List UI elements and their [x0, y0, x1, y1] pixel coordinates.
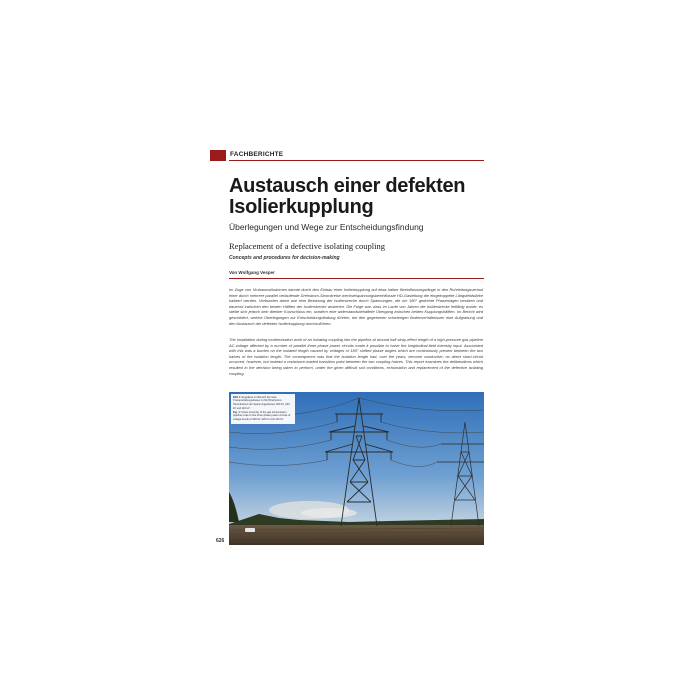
- page-number: 626: [216, 538, 225, 544]
- car: [245, 528, 255, 532]
- caption-label-de: Bild 1:: [233, 395, 241, 399]
- subtitle-english: Concepts and procedures for decision-making: [229, 255, 340, 261]
- subtitle-german: Überlegungen und Wege zur Entscheidungsfindung: [229, 222, 424, 232]
- caption-text-de: Engpässe im Bereich der Gas-Transportleitungstrasse zu fünf Drehstrom-Stromkreisen der Spannungsebenen 400 kV, 220 kV und 110 kV: [233, 395, 290, 410]
- title-english: Replacement of a defective isolating coupling: [229, 241, 386, 251]
- figure-caption: [231, 394, 295, 424]
- title-line-2: Isolierkupplung: [229, 196, 374, 218]
- section-color-block: [210, 150, 226, 161]
- article-title: [229, 176, 489, 218]
- caption-text-en: Close proximity of the gas transmission pipeline route to five three-phase power circuits of voltage levels of 400 kV, 220 kV and 110 kV: [233, 410, 291, 422]
- caption-label-en: Fig. 1:: [233, 410, 241, 414]
- abstract-english: The installation during modernization work of an isolating coupling into the pipeline at around half stray-effect length of a high-pressure gas pipeline AC-voltage affected by a number of parallel three-phase power circuits made it possible to halve the longitudinal-field intensity input. Associated with this was a burden on the isolated length caused by voltages of 180° shifted phase angles which are continuously present between the two halves of the isolation length. The consequence was that the isolation length had, over the years, become conductive; no direct short-circuit occurred, however, but instead a resistance-loaded transition point between the two coupling halves. This report examines the deliberations which resulted in the decision being taken to perform, under the given difficult soil conditions, exhumation and replacement of the defective isolating coupling.: [229, 337, 483, 376]
- haze-cloud-2: [301, 508, 357, 518]
- header-rule: [229, 160, 484, 161]
- section-label: FACHBERICHTE: [230, 151, 284, 158]
- author-line: Von Wolfgang Vesper: [229, 270, 275, 275]
- author-rule: [229, 278, 484, 279]
- abstract-german: Im Zuge von Umbaumaßnahmen kannte durch den Einbau einer Isolierkupplung auf etwa halber Beeinflussungslänge in den Rohrleitungsverlauf einer durch mehrere parallel verlaufende Drehstrom-Stromkreise wechselspannungsbeeinflusste HD-Gasleitung die eingekoppelte Längsfeldstärke halbiert werden. Verbunden damit war eine Belastung der Isolierstrecke durch Spannungen, die um 180° gedrehte Phasenlagen besitzen und dauernd zwischen den beiden Hälften der Isolierstrecke anstehen. Die Folge war, dass im Laufe von Jahren die Isolierstrecke leitfähig wurde; es stellte sich jedoch kein direkter Kurzschluss ein, sondern eine widerstandsbehaftete Übergang zwischen beiden Kupplungshälften. Im Bericht wird geschildert, welche Überlegungen zur Entscheidungsfindung führten, bei den gegebenen schwierigen Bodenverhältnissen eine Aufgrabung und den Austausch der defekten Isolierkupplung durchzuführen.: [229, 287, 483, 326]
- title-line-1: Austausch einer defekten: [229, 175, 466, 197]
